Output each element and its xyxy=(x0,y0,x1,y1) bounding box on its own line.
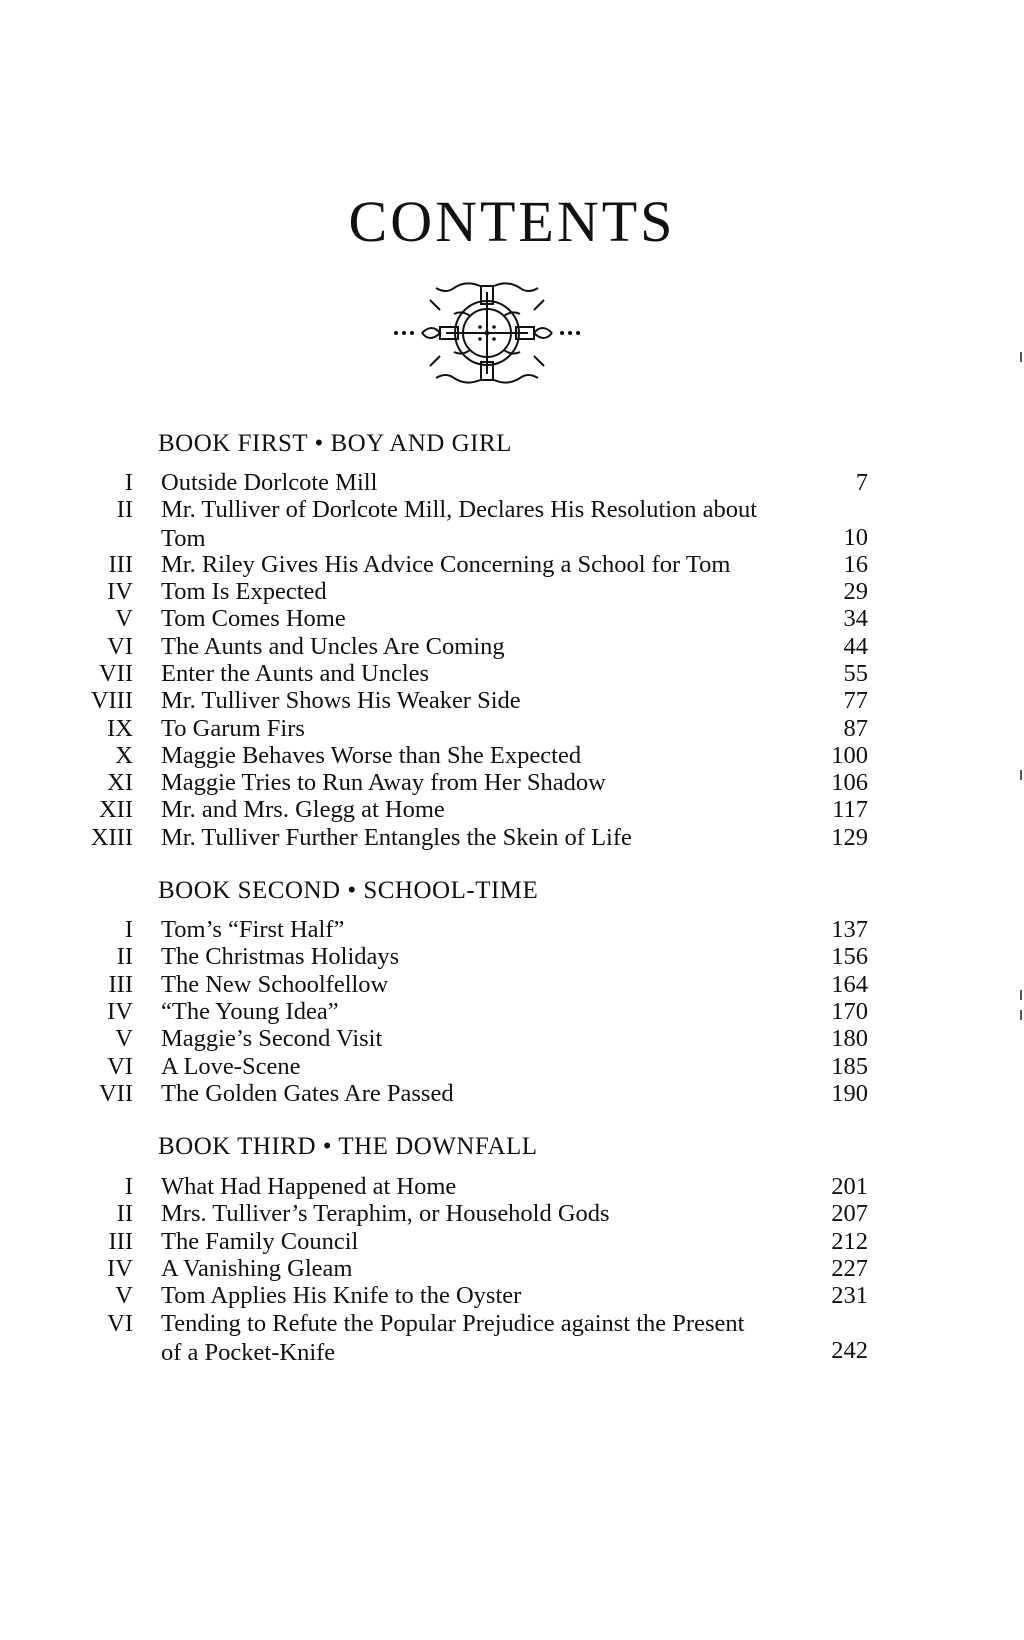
page-number: 190 xyxy=(831,1080,868,1107)
page-number: 207 xyxy=(831,1200,868,1227)
chapter-number: X xyxy=(115,742,133,769)
book-heading: BOOK SECOND • SCHOOL-TIME xyxy=(158,877,539,904)
page-number: 137 xyxy=(831,916,868,943)
chapter-number: V xyxy=(115,1025,133,1052)
page-number: 231 xyxy=(831,1282,868,1309)
chapter-title: A Vanishing Gleam xyxy=(161,1255,353,1282)
page-number: 212 xyxy=(831,1228,868,1255)
chapter-number: III xyxy=(108,551,133,578)
page-number: 29 xyxy=(843,578,868,605)
chapter-number: II xyxy=(116,496,133,523)
chapter-number: II xyxy=(116,943,133,970)
edge-mark xyxy=(1020,1010,1022,1020)
chapter-title: The Aunts and Uncles Are Coming xyxy=(161,633,505,660)
page-number: 170 xyxy=(831,998,868,1025)
page-number: 185 xyxy=(831,1053,868,1080)
chapter-title: The New Schoolfellow xyxy=(161,971,389,998)
chapter-title: Tom Applies His Knife to the Oyster xyxy=(161,1282,522,1309)
chapter-title: Tom Comes Home xyxy=(161,605,346,632)
page-number: 164 xyxy=(831,971,868,998)
page-number: 7 xyxy=(855,469,868,496)
page-number: 16 xyxy=(843,551,868,578)
chapter-title: The Family Council xyxy=(161,1228,359,1255)
page-number: 117 xyxy=(832,796,868,823)
chapter-number: I xyxy=(124,1173,133,1200)
chapter-number: VIII xyxy=(90,687,133,714)
chapter-title: Mr. Tulliver Shows His Weaker Side xyxy=(161,687,521,714)
chapter-title: Maggie Behaves Worse than She Expected xyxy=(161,742,582,769)
chapter-number: V xyxy=(115,605,133,632)
page-title: CONTENTS xyxy=(348,189,676,254)
chapter-number: I xyxy=(124,469,133,496)
chapter-number: III xyxy=(108,971,133,998)
chapter-number: IV xyxy=(107,998,133,1025)
chapter-title: Mr. Riley Gives His Advice Concerning a School for Tom xyxy=(161,551,731,578)
chapter-title: Enter the Aunts and Uncles xyxy=(161,660,430,687)
page-number: 87 xyxy=(843,715,868,742)
edge-mark xyxy=(1020,990,1022,1000)
chapter-number: II xyxy=(116,1200,133,1227)
chapter-number: XII xyxy=(98,796,133,823)
page-number: 129 xyxy=(831,824,868,851)
chapter-number: VII xyxy=(98,1080,133,1107)
chapter-number: VI xyxy=(107,1310,133,1337)
page-number: 156 xyxy=(831,943,868,970)
chapter-title: A Love-Scene xyxy=(161,1053,301,1080)
chapter-title: Mr. and Mrs. Glegg at Home xyxy=(161,796,445,823)
chapter-number: V xyxy=(115,1282,133,1309)
chapter-number: VI xyxy=(107,633,133,660)
chapter-number: I xyxy=(124,916,133,943)
page-number: 201 xyxy=(831,1173,868,1200)
floral-compass-ornament-icon xyxy=(382,278,592,388)
chapter-title: Tom Is Expected xyxy=(161,578,327,605)
chapter-title: Outside Dorlcote Mill xyxy=(161,469,378,496)
chapter-title: Mr. Tulliver Further Entangles the Skein of Life xyxy=(161,824,632,851)
chapter-number: IX xyxy=(107,715,133,742)
edge-mark xyxy=(1020,352,1022,362)
page-number: 77 xyxy=(843,687,868,714)
chapter-title: Tom’s “First Half” xyxy=(161,916,345,943)
chapter-number: IV xyxy=(107,1255,133,1282)
chapter-number: XIII xyxy=(90,824,133,851)
page-number: 100 xyxy=(831,742,868,769)
book-heading: BOOK THIRD • THE DOWNFALL xyxy=(158,1133,538,1160)
chapter-number: IV xyxy=(107,578,133,605)
chapter-title: Maggie’s Second Visit xyxy=(161,1025,383,1052)
chapter-title: Mr. Tulliver of Dorlcote Mill, Declares His Resolution about Tom xyxy=(161,496,758,552)
page-number: 180 xyxy=(831,1025,868,1052)
page-number: 106 xyxy=(831,769,868,796)
page-number: 34 xyxy=(843,605,868,632)
page-number: 10 xyxy=(843,524,868,551)
chapter-title: Mrs. Tulliver’s Teraphim, or Household Gods xyxy=(161,1200,610,1227)
chapter-title: Maggie Tries to Run Away from Her Shadow xyxy=(161,769,606,796)
chapter-title: The Golden Gates Are Passed xyxy=(161,1080,454,1107)
chapter-title: To Garum Firs xyxy=(161,715,305,742)
chapter-title: The Christmas Holidays xyxy=(161,943,400,970)
edge-mark xyxy=(1020,770,1022,780)
chapter-number: XI xyxy=(107,769,133,796)
page-number: 227 xyxy=(831,1255,868,1282)
chapter-title: “The Young Idea” xyxy=(161,998,339,1025)
chapter-number: III xyxy=(108,1228,133,1255)
chapter-title: Tending to Refute the Popular Prejudice against the Present of a Pocket-Knife xyxy=(161,1310,745,1366)
page-number: 55 xyxy=(843,660,868,687)
book-heading: BOOK FIRST • BOY AND GIRL xyxy=(158,430,512,457)
chapter-number: VI xyxy=(107,1053,133,1080)
page-number: 242 xyxy=(831,1337,868,1364)
page-number: 44 xyxy=(843,633,868,660)
chapter-title: What Had Happened at Home xyxy=(161,1173,457,1200)
chapter-number: VII xyxy=(98,660,133,687)
